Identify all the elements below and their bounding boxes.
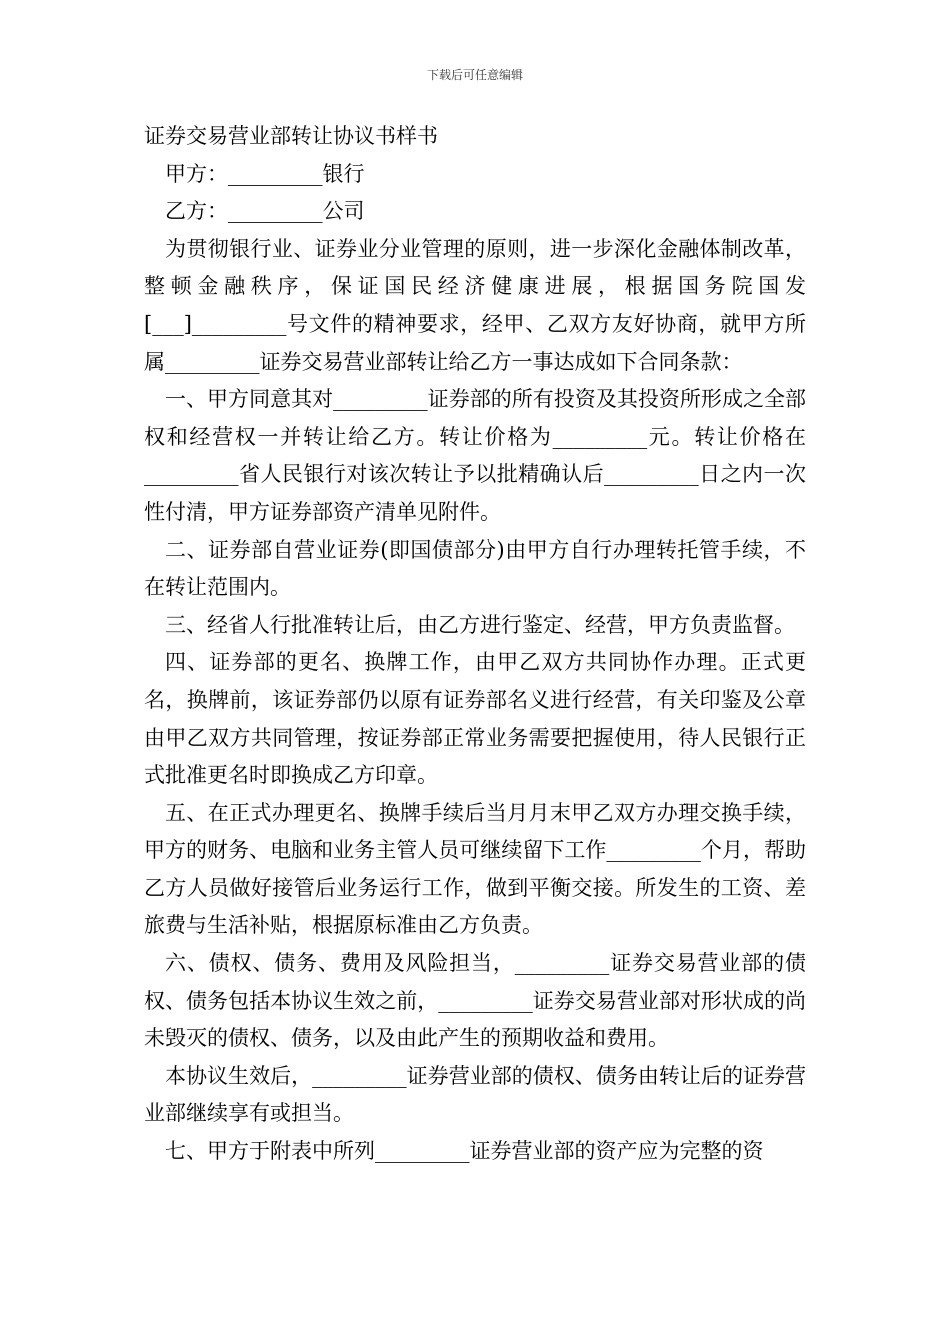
paragraph-clause-3: 三、经省人行批准转让后，由乙方进行鉴定、经营，甲方负责监督。: [165, 612, 795, 637]
paragraph-clause-1: 一、甲方同意其对_________证券部的所有投资及其投资所形成之全部权和经营权一并转让给乙方。转让价格为_________元。转让价格在_________省人民银行对该次转让予以批精确认后_________日之内一次性付清，甲方证券部资产清单见附件。: [144, 387, 806, 524]
paragraph-clause-5: 五、在正式办理更名、换牌手续后当月月末甲乙双方办理交换手续，甲方的财务、电脑和业务主管人员可继续留下工作_________个月，帮助乙方人员做好接管后业务运行工作，做到平衡交接。所发生的工资、差旅费与生活补贴，根据原标准由乙方负责。: [144, 800, 806, 938]
document-title: 证券交易营业部转让协议书样书: [144, 124, 438, 148]
paragraph-clause-7: 七、甲方于附表中所列_________证券营业部的资产应为完整的资: [165, 1139, 764, 1164]
paragraph-clause-2: 二、证券部自营业证券(即国债部分)由甲方自行办理转托管手续，不在转让范围内。: [144, 537, 806, 600]
paragraph-clause-6-continued: 本协议生效后，_________证券营业部的债权、债务由转让后的证券营业部继续享有或担当。: [144, 1063, 806, 1126]
paragraph-clause-4: 四、证券部的更名、换牌工作，由甲乙双方共同协作办理。正式更名，换牌前，该证券部仍以原有证券部名义进行经营，有关印鉴及公章由甲乙双方共同管理，按证券部正常业务需要把握使用，待人民银行正式批准更名时即换成乙方印章。: [144, 650, 806, 788]
party-b-line: 乙方：_________公司: [165, 199, 365, 224]
paragraph-preamble: 为贯彻银行业、证券业分业管理的原则，进一步深化金融体制改革，整顿金融秩序，保证国民经济健康进展，根据国务院国发[___]_________号文件的精神要求，经甲、乙双方友好协商，就甲方所属_________证券交易营业部转让给乙方一事达成如下合同条款：: [144, 236, 806, 374]
page-header-note: 下载后可任意编辑: [426, 68, 523, 82]
party-a-line: 甲方：_________银行: [165, 161, 365, 186]
document-body: [144, 118, 806, 1171]
paragraph-clause-6: 六、债权、债务、费用及风险担当，_________证券交易营业部的债权、债务包括本协议生效之前，_________证券交易营业部对形状成的尚未毁灭的债权、债务，以及由此产生的预期收益和费用。: [144, 951, 806, 1051]
